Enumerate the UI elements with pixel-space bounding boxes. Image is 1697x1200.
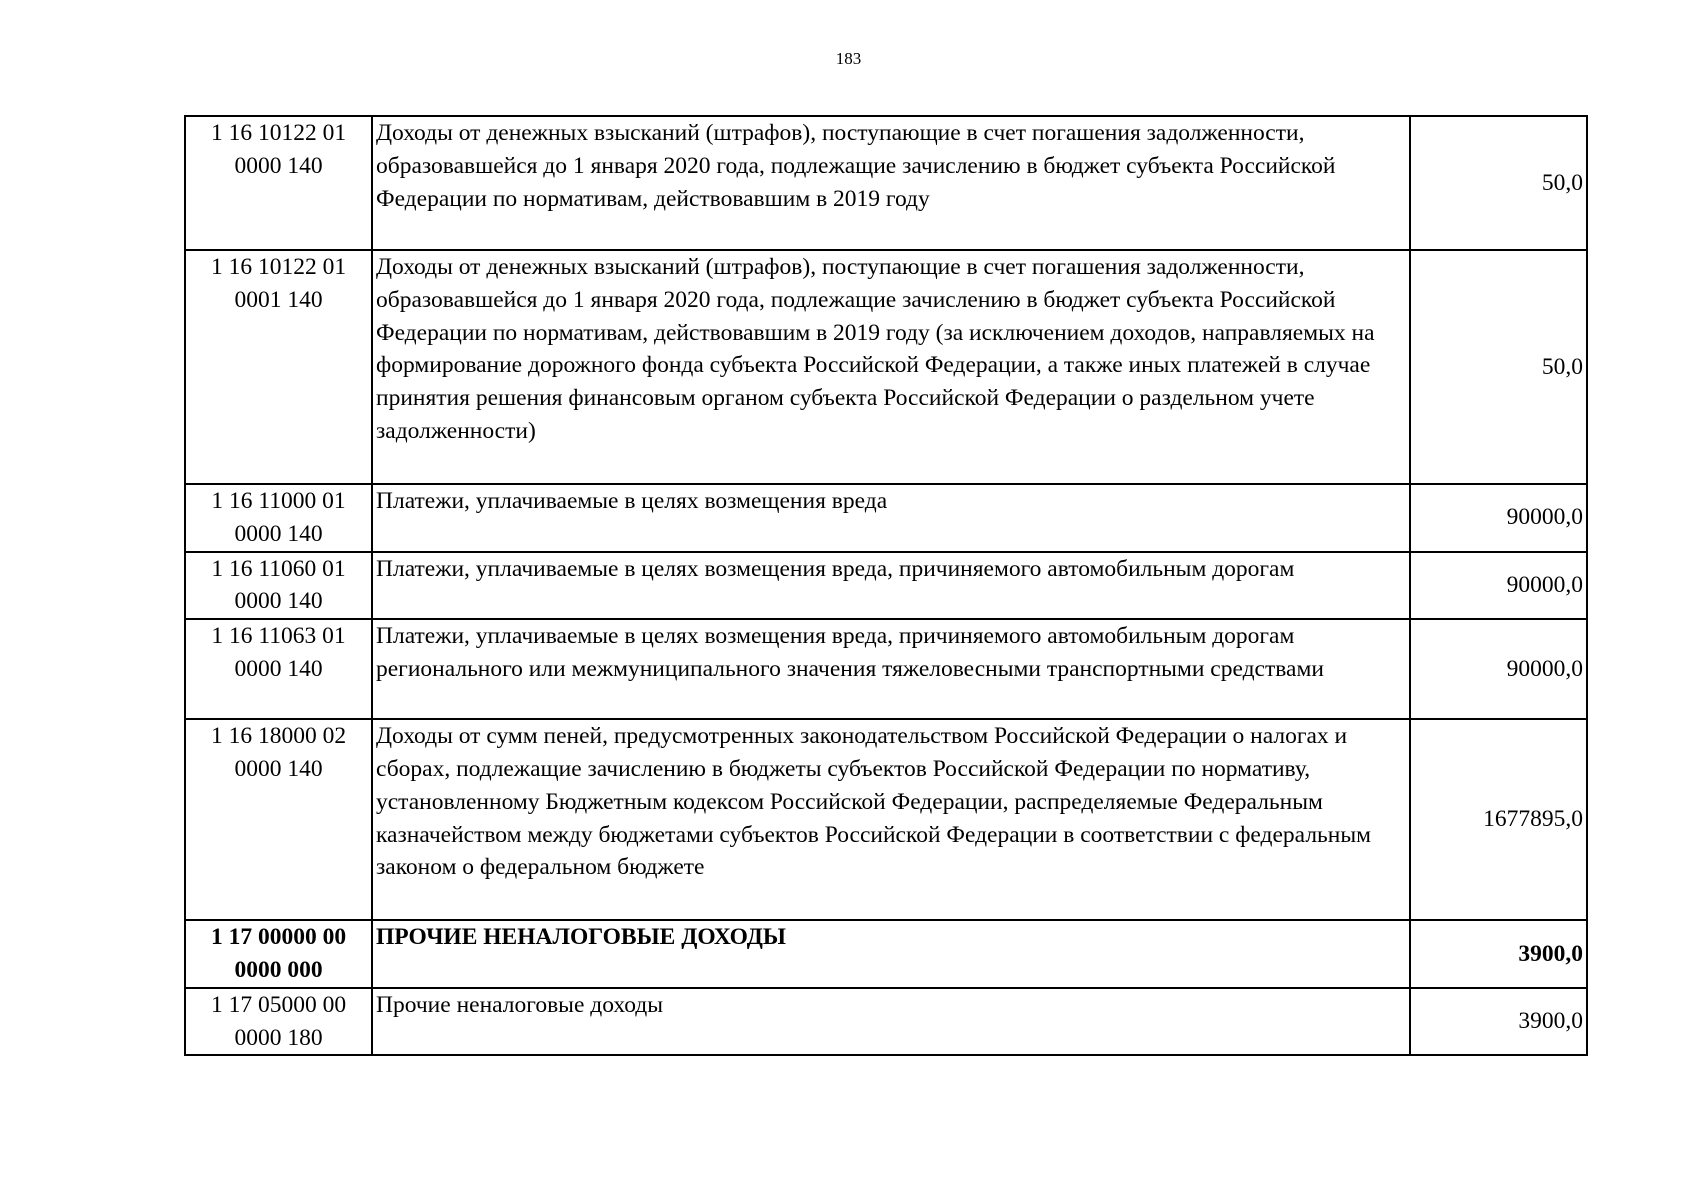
- budget-code-line2: 0000 140: [234, 755, 323, 782]
- page-number: 183: [835, 49, 862, 68]
- budget-code-line2: 0000 140: [234, 520, 323, 547]
- revenue-name-cell: Платежи, уплачиваемые в целях возмещения вреда, причиняемого автомобильным дорогам: [372, 552, 1410, 620]
- amount-cell: 1677895,0: [1410, 719, 1587, 920]
- budget-code-line1: 1 16 11063 01: [211, 623, 346, 650]
- revenue-name-cell: Платежи, уплачиваемые в целях возмещения вреда: [372, 484, 1410, 552]
- revenue-name-cell: Доходы от сумм пеней, предусмотренных законодательством Российской Федерации о налогах и сборах, подлежащие зачислению в бюджеты субъектов Российской Федерации по нормативу, установленному Бюджетным кодексом Российской Федерации, распределяемые Федеральным казначейством между бюджетами субъектов Российской Федерации в соответствии с федеральным законом о федеральном бюджете: [372, 719, 1410, 920]
- budget-code-line1: 1 16 11060 01: [211, 555, 346, 582]
- table-row: [185, 719, 1587, 920]
- budget-code-line2: 0000 000: [234, 956, 323, 983]
- table-row: [185, 619, 1587, 719]
- amount-cell: 90000,0: [1410, 619, 1587, 719]
- budget-code-line2: 0000 140: [234, 152, 323, 179]
- budget-code-cell: [185, 250, 372, 484]
- budget-code-cell: [185, 920, 372, 988]
- amount-cell: 3900,0: [1410, 988, 1587, 1056]
- budget-code-line2: 0000 140: [234, 655, 323, 682]
- revenue-table: [184, 115, 1588, 1056]
- table-row: [185, 988, 1587, 1056]
- amount-cell: 90000,0: [1410, 552, 1587, 620]
- revenue-name-cell: Прочие неналоговые доходы: [372, 988, 1410, 1056]
- budget-code-line2: 0000 180: [234, 1024, 323, 1051]
- amount-cell: 3900,0: [1410, 920, 1587, 988]
- amount-cell: 50,0: [1410, 250, 1587, 484]
- budget-code-cell: [185, 552, 372, 620]
- budget-code-cell: [185, 484, 372, 552]
- budget-code-line1: 1 16 18000 02: [210, 723, 347, 750]
- table-row: [185, 552, 1587, 620]
- table-row: [185, 250, 1587, 484]
- budget-code-line1: 1 16 10122 01: [210, 120, 347, 146]
- budget-code-line1: 1 17 05000 00: [210, 991, 347, 1018]
- table-row: [185, 116, 1587, 250]
- table-row-section-total: [185, 920, 1587, 988]
- budget-code-cell: [185, 116, 372, 250]
- amount-cell: 90000,0: [1410, 484, 1587, 552]
- budget-code-line1: 1 16 10122 01: [210, 254, 347, 280]
- budget-code-cell: [185, 719, 372, 920]
- revenue-name-cell: Платежи, уплачиваемые в целях возмещения вреда, причиняемого автомобильным дорогам регионального или межмуниципального значения тяжеловесными транспортными средствами: [372, 619, 1410, 719]
- budget-code-line2: 0000 140: [234, 588, 323, 615]
- budget-code-line1: 1 17 00000 00: [210, 924, 347, 951]
- budget-code-line1: 1 16 11000 01: [211, 488, 346, 514]
- revenue-name-cell: Доходы от денежных взысканий (штрафов), поступающие в счет погашения задолженности, образовавшейся до 1 января 2020 года, подлежащие зачислению в бюджет субъекта Российской Федерации по нормативам, действовавшим в 2019 году (за исключением доходов, направляемых на формирование дорожного фонда субъекта Российской Федерации, а также иных платежей в случае принятия решения финансовым органом субъекта Российской Федерации о раздельном учете задолженности): [372, 250, 1410, 484]
- revenue-name-cell: ПРОЧИЕ НЕНАЛОГОВЫЕ ДОХОДЫ: [372, 920, 1410, 988]
- budget-code-line2: 0001 140: [234, 286, 323, 313]
- table-row: [185, 484, 1587, 552]
- amount-cell: 50,0: [1410, 116, 1587, 250]
- revenue-name-cell: Доходы от денежных взысканий (штрафов), поступающие в счет погашения задолженности, образовавшейся до 1 января 2020 года, подлежащие зачислению в бюджет субъекта Российской Федерации по нормативам, действовавшим в 2019 году: [372, 116, 1410, 250]
- budget-code-cell: [185, 988, 372, 1056]
- budget-code-cell: [185, 619, 372, 719]
